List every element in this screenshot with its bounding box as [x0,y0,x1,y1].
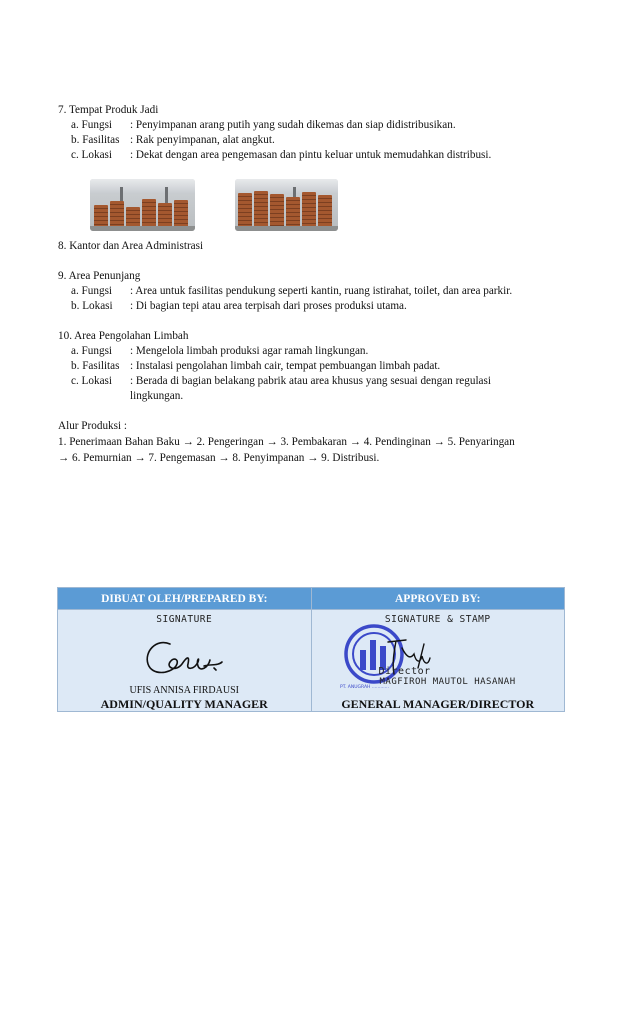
approved-director-label: Director [378,666,431,677]
section-10-lokasi-continuation: lingkungan. [130,390,184,402]
alur-produksi-line-2: → 6. Pemurnian → 7. Pengemasan → 8. Penyimpanan → 9. Distribusi. [58,452,380,464]
section-7-title: 7. Tempat Produk Jadi [58,104,159,116]
section-10-title: 10. Area Pengolahan Limbah [58,330,189,342]
approved-signature-caption: SIGNATURE & STAMP [384,614,491,625]
warehouse-photo-1 [90,179,195,231]
approved-by-header: APPROVED BY: [311,588,565,610]
section-7-lokasi-text: : Dekat dengan area pengemasan dan pintu keluar untuk memudahkan distribusi. [130,149,492,161]
section-8-title: 8. Kantor dan Area Administrasi [58,240,204,252]
prepared-signature-image [140,630,230,682]
section-9-lokasi-label: b. Lokasi [71,300,113,312]
section-7-fasilitas-label: b. Fasilitas [71,134,120,146]
approved-role: GENERAL MANAGER/DIRECTOR [341,697,535,711]
section-7-fungsi-text: : Penyimpanan arang putih yang sudah dikemas dan siap didistribusikan. [130,119,456,131]
section-7-fasilitas-text: : Rak penyimpanan, alat angkut. [130,134,275,146]
prepared-role: ADMIN/QUALITY MANAGER [100,697,268,711]
svg-text:PT. ANUGRAH ............: PT. ANUGRAH ............ [339,685,389,690]
section-10-fungsi-text: : Mengelola limbah produksi agar ramah lingkungan. [130,345,369,357]
prepared-name: UFIS ANNISA FIRDAUSI [129,685,239,696]
prepared-by-cell [58,610,312,712]
section-10-lokasi-label: c. Lokasi [71,375,113,387]
alur-produksi-title: Alur Produksi : [58,420,127,432]
section-7-fungsi-label: a. Fungsi [71,119,113,131]
alur-produksi-line-1: 1. Penerimaan Bahan Baku → 2. Pengeringan → 3. Pembakaran → 4. Pendinginan → 5. Penyaringan [58,436,515,448]
section-10-fasilitas-text: : Instalasi pengolahan limbah cair, tempat pembuangan limbah padat. [130,360,441,372]
section-7-lokasi-label: c. Lokasi [71,149,113,161]
prepared-signature-caption: SIGNATURE [156,614,213,625]
approved-name: MAGFIROH MAUTOL HASANAH [379,677,516,687]
warehouse-photo-2 [235,179,338,231]
prepared-by-header: DIBUAT OLEH/PREPARED BY: [58,588,312,610]
approved-by-cell [311,610,565,712]
section-10-lokasi-text: : Berada di bagian belakang pabrik atau area khusus yang sesuai dengan regulasi [130,375,491,387]
section-9-title: 9. Area Penunjang [58,270,141,282]
section-9-lokasi-text: : Di bagian tepi atau area terpisah dari proses produksi utama. [130,300,407,312]
section-10-fasilitas-label: b. Fasilitas [71,360,120,372]
signature-table [57,587,565,712]
section-10-fungsi-label: a. Fungsi [71,345,113,357]
section-9-fungsi-label: a. Fungsi [71,285,113,297]
section-9-fungsi-text: : Area untuk fasilitas pendukung seperti kantin, ruang istirahat, toilet, dan area parkir. [130,285,513,297]
